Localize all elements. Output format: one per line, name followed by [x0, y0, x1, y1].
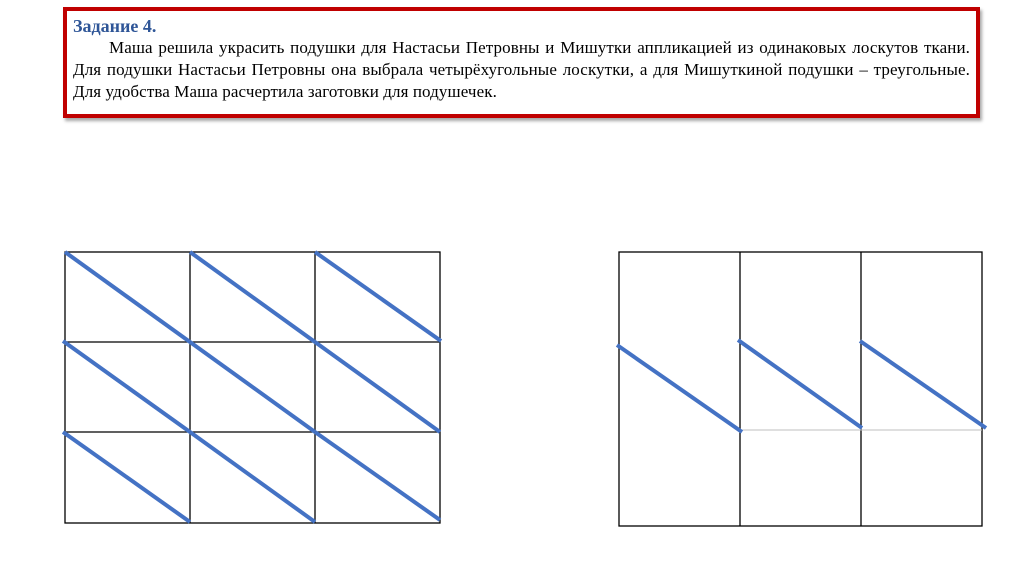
- task-title: Задание 4.: [73, 16, 157, 36]
- task-text: Маша решила украсить подушки для Настасьи Петровны и Мишутки аппликацией из одинаковых лоскутов ткани. Для подушки Настасьи Петровны она выбрала четырёхугольные лоскутки, а для Мишуткиной подушки – треугольные. Для удобства Маша расчертила заготовки для подушечек.: [73, 38, 970, 101]
- right-diagonal-c1: [617, 345, 742, 432]
- left-pillow-diagonals: [63, 252, 441, 522]
- right-diagonal-c3: [860, 341, 986, 428]
- left-diagonal-r2c1: [63, 341, 190, 432]
- right-pillow-diagonals: [617, 340, 986, 432]
- left-diagonal-r3c2: [190, 432, 315, 522]
- left-diagonal-r2c3: [315, 342, 440, 432]
- left-diagonal-r2c2: [190, 342, 315, 432]
- left-diagonal-r3c3: [315, 432, 440, 520]
- left-diagonal-r3c1: [63, 432, 190, 522]
- right-diagonal-c2: [738, 340, 862, 428]
- left-diagonal-r1c3: [315, 252, 441, 341]
- left-diagonal-r1c1: [65, 252, 190, 342]
- left-diagonal-r1c2: [190, 252, 315, 342]
